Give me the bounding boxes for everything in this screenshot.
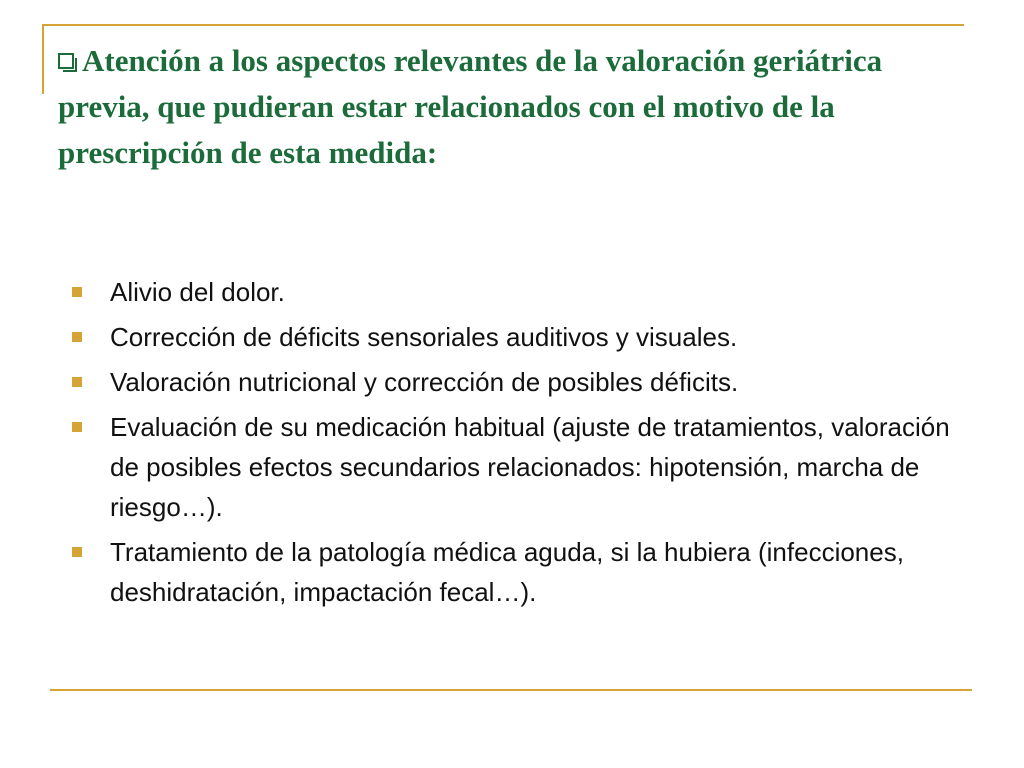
list-item-text: Evaluación de su medicación habitual (ajuste de tratamientos, valoración de posibles efectos secundarios relacionados: hipotensión, marcha de riesgo…). — [110, 412, 950, 522]
bullet-list — [72, 272, 982, 617]
hollow-square-checkbox-icon — [58, 53, 74, 69]
square-bullet-icon — [72, 422, 82, 432]
slide-title — [58, 38, 978, 176]
square-bullet-icon — [72, 332, 82, 342]
list-item-text: Valoración nutricional y corrección de posibles déficits. — [110, 367, 739, 397]
top-divider — [42, 24, 964, 26]
slide-title-text: Atención a los aspectos relevantes de la valoración geriátrica previa, que pudieran estar relacionados con el motivo de la prescripción de esta medida: — [58, 43, 883, 170]
list-item — [72, 532, 982, 612]
list-item — [72, 272, 982, 312]
left-divider — [42, 24, 44, 94]
list-item-text: Tratamiento de la patología médica aguda, si la hubiera (infecciones, deshidratación, impactación fecal…). — [110, 537, 904, 607]
bottom-divider — [50, 689, 972, 691]
list-item — [72, 362, 982, 402]
square-bullet-icon — [72, 287, 82, 297]
list-item-text: Alivio del dolor. — [110, 277, 285, 307]
list-item — [72, 317, 982, 357]
list-item — [72, 407, 982, 527]
square-bullet-icon — [72, 377, 82, 387]
square-bullet-icon — [72, 547, 82, 557]
list-item-text: Corrección de déficits sensoriales auditivos y visuales. — [110, 322, 738, 352]
